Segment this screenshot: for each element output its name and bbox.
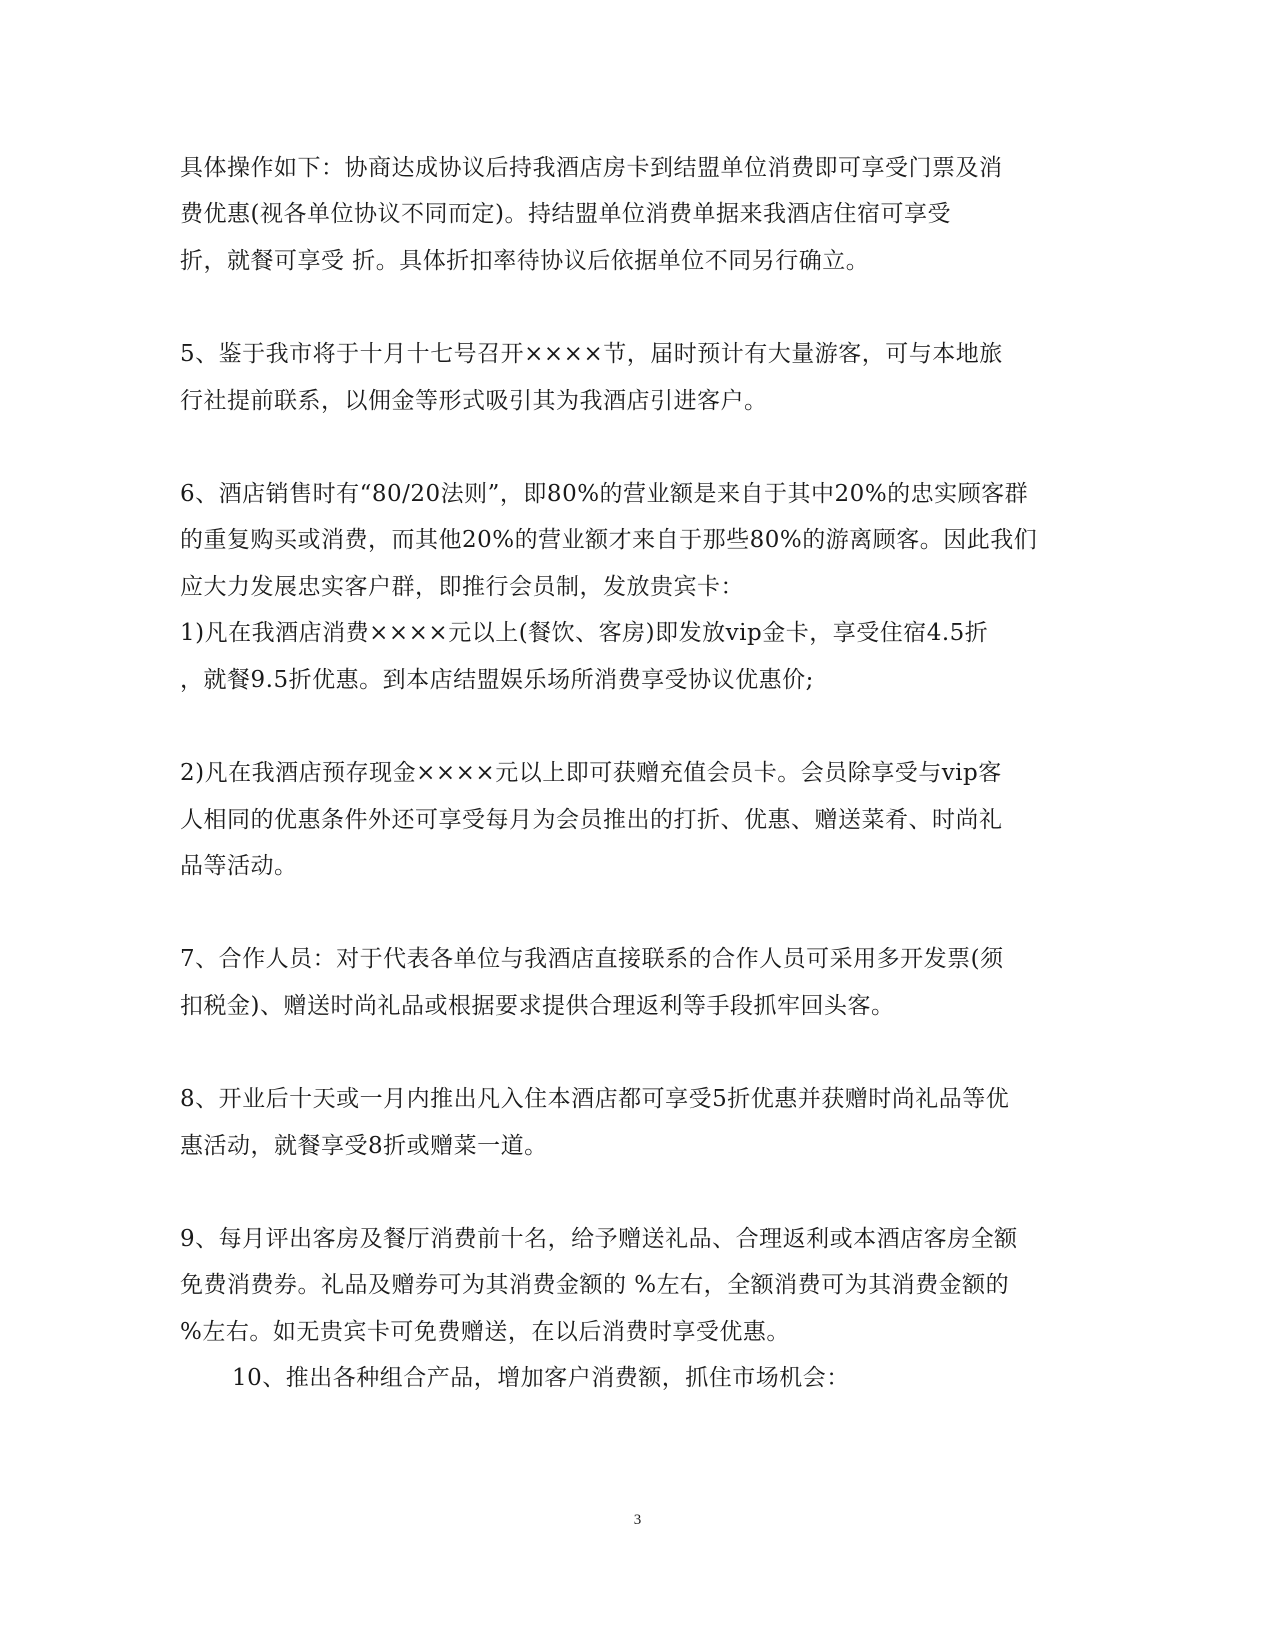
text-line: 7、合作人员：对于代表各单位与我酒店直接联系的合作人员可采用多开发票(须 — [180, 946, 1004, 972]
text-line: 8、开业后十天或一月内推出凡入住本酒店都可享受5折优惠并获赠时尚礼品等优 — [180, 1086, 1010, 1112]
text-line: %左右。如无贵宾卡可免费赠送，在以后消费时享受优惠。 — [180, 1319, 790, 1345]
text-line: 5、鉴于我市将于十月十七号召开××××节，届时预计有大量游客，可与本地旅 — [180, 341, 1003, 367]
text-line: ，就餐9.5折优惠。到本店结盟娱乐场所消费享受协议优惠价; — [180, 667, 814, 693]
page-number: 3 — [633, 1512, 642, 1528]
text-line: 惠活动，就餐享受8折或赠菜一道。 — [180, 1133, 548, 1159]
text-line: 应大力发展忠实客户群，即推行会员制，发放贵宾卡： — [180, 574, 744, 600]
text-line: 6、酒店销售时有“80/20法则”，即80%的营业额是来自于其中20%的忠实顾客群 — [180, 481, 1029, 507]
text-line: 免费消费券。礼品及赠券可为其消费金额的 %左右，全额消费可为其消费金额的 — [180, 1272, 1010, 1298]
text-line: 扣税金)、赠送时尚礼品或根据要求提供合理返利等手段抓牢回头客。 — [180, 993, 895, 1019]
text-line: 行社提前联系，以佣金等形式吸引其为我酒店引进客户。 — [180, 388, 768, 414]
text-line: 10、推出各种组合产品，增加客户消费额，抓住市场机会： — [232, 1365, 850, 1391]
text-line: 人相同的优惠条件外还可享受每月为会员推出的打折、优惠、赠送菜肴、时尚礼 — [180, 807, 1003, 833]
text-line: 1)凡在我酒店消费××××元以上(餐饮、客房)即发放vip金卡，享受住宿4.5折 — [180, 620, 989, 646]
text-line: 费优惠(视各单位协议不同而定)。持结盟单位消费单据来我酒店住宿可享受 — [180, 201, 951, 227]
text-line: 2)凡在我酒店预存现金××××元以上即可获赠充值会员卡。会员除享受与vip客 — [180, 760, 1002, 786]
text-line: 具体操作如下：协商达成协议后持我酒店房卡到结盟单位消费即可享受门票及消 — [180, 155, 1003, 181]
text-line: 9、每月评出客房及餐厅消费前十名，给予赠送礼品、合理返利或本酒店客房全额 — [180, 1226, 1018, 1252]
text-line: 品等活动。 — [180, 853, 298, 879]
text-line: 的重复购买或消费，而其他20%的营业额才来自于那些80%的游离顾客。因此我们 — [180, 527, 1038, 553]
text-line: 折，就餐可享受 折。具体折扣率待协议后依据单位不同另行确立。 — [180, 248, 870, 274]
